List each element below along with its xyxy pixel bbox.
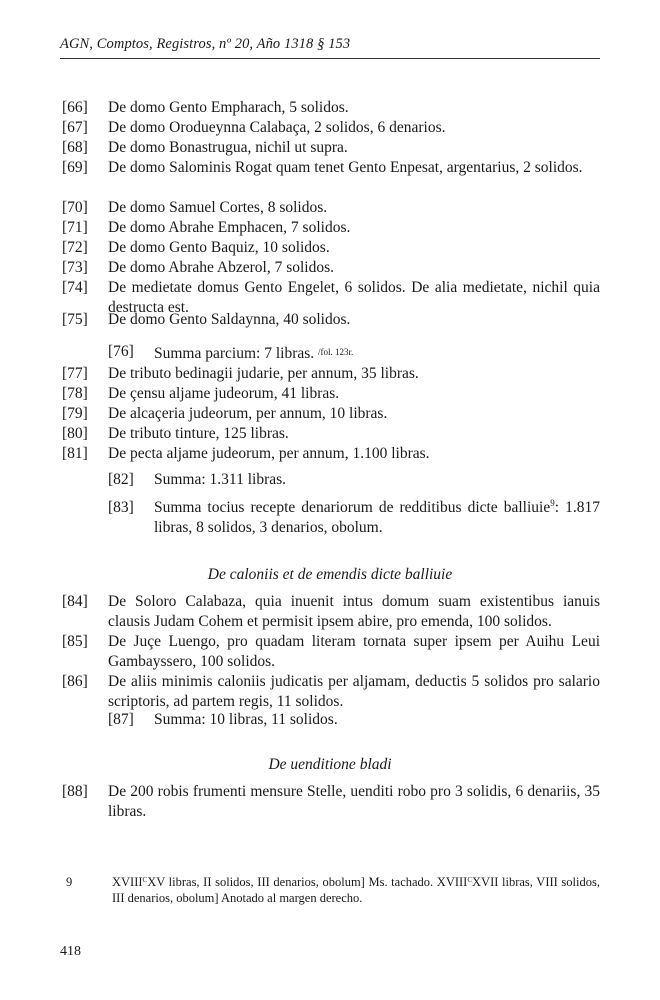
entry-number: [83]: [108, 499, 134, 516]
entry-text: De domo Gento Empharach, 5 solidos.: [108, 99, 349, 116]
header-rule: [60, 58, 600, 59]
entry-text: [154, 342, 600, 364]
running-header: AGN, Comptos, Registros, nº 20, Año 1318 § 153: [60, 36, 351, 52]
entry-number: [85]: [62, 633, 88, 650]
entry-text: De domo Salominis Rogat quam tenet Gento Enpesat, argentarius, 2 solidos.: [108, 159, 583, 176]
section-heading-uenditione: De uenditione bladi: [268, 756, 392, 773]
entry-number: [74]: [62, 279, 88, 296]
entry-71: [62, 218, 600, 238]
entry-text: Summa: 10 libras, 11 solidos.: [154, 711, 338, 728]
footnote-mark: 9: [66, 875, 73, 889]
footnote-9: [60, 874, 600, 906]
summa-text: Summa parcium: 7 libras.: [154, 345, 315, 362]
entry-text: De Soloro Calabaza, quia inuenit intus domum suam existentibus ianuis clausis Judam Cohem et permisit ipsem abire, pro emenda, 100 solidos.: [108, 593, 600, 630]
entry-text: De çensu aljame judeorum, 41 libras.: [108, 385, 340, 402]
entry-69: [62, 158, 600, 198]
entry-87: [108, 710, 600, 730]
entry-text: De domo Bonastrugua, nichil ut supra.: [108, 139, 348, 156]
entry-79: [62, 404, 600, 424]
entry-number: [71]: [62, 219, 88, 236]
entry-text: De aliis minimis caloniis judicatis per aljamam, deductis 5 solidos pro salario scriptoris, ad partem regis, 11 solidos.: [108, 673, 600, 710]
footnote-text-part2: XV libras, II solidos, III denarios, obolum] Ms. tachado. XVIII: [147, 875, 468, 889]
entry-66: [62, 98, 600, 118]
footnote-superscript-c1: C: [142, 876, 148, 884]
entry-number: [72]: [62, 239, 88, 256]
summa-total-amount: : 1.817 libras, 8 solidos, 3 denarios, obolum.: [154, 499, 600, 536]
entry-text: De domo Orodueynna Calabaça, 2 solidos, 6 denarios.: [108, 119, 446, 136]
entry-86: [62, 672, 600, 712]
entry-text: De tributo tinture, 125 libras.: [108, 425, 289, 442]
entry-83: [108, 498, 600, 538]
entry-82: [108, 470, 600, 490]
entry-number: [69]: [62, 159, 88, 176]
summa-total-text: Summa tocius recepte denariorum de redditibus dicte balliuie: [154, 499, 551, 516]
entry-84: [62, 592, 600, 632]
entry-number: [79]: [62, 405, 88, 422]
entry-67: [62, 118, 600, 138]
entry-text: De pecta aljame judeorum, per annum, 1.100 libras.: [108, 445, 430, 462]
entry-81: [62, 444, 600, 464]
entry-80: [62, 424, 600, 444]
entry-text: De domo Gento Saldaynna, 40 solidos.: [108, 311, 351, 328]
entry-text: De domo Samuel Cortes, 8 solidos.: [108, 199, 328, 216]
entry-number: [80]: [62, 425, 88, 442]
footnote-reference: 9: [550, 498, 555, 508]
entry-text: De alcaçeria judeorum, per annum, 10 libras.: [108, 405, 388, 422]
page-number: 418: [60, 944, 81, 959]
footnote-text-part3: XVII libras, VIII solidos, III denarios, obolum] Anotado al margen derecho.: [112, 875, 600, 905]
section-heading-caloniis: De caloniis et de emendis dicte balliuie: [207, 566, 453, 583]
entry-77: [62, 364, 600, 384]
entry-text: De tributo bedinagii judarie, per annum, 35 libras.: [108, 365, 419, 382]
entry-number: [70]: [62, 199, 88, 216]
entry-text: Summa: 1.311 libras.: [154, 471, 287, 488]
entry-70: [62, 198, 600, 218]
entry-number: [78]: [62, 385, 88, 402]
entry-78: [62, 384, 600, 404]
folio-marker: /fol. 123r.: [318, 347, 354, 357]
entry-number: [67]: [62, 119, 88, 136]
entry-text: De domo Gento Baquiz, 10 solidos.: [108, 239, 330, 256]
entry-text: De Juçe Luengo, pro quadam literam tornata super ipsem per Auihu Leui Gambayssero, 100 solidos.: [108, 633, 600, 670]
entry-number: [68]: [62, 139, 88, 156]
entry-text: De 200 robis frumenti mensure Stelle, uenditi robo pro 3 solidis, 6 denariis, 35 libras.: [108, 783, 600, 820]
entry-85: [62, 632, 600, 672]
entry-number: [82]: [108, 471, 134, 488]
entry-number: [88]: [62, 783, 88, 800]
entry-72: [62, 238, 600, 258]
footnote-text: [112, 874, 600, 906]
entry-number: [73]: [62, 259, 88, 276]
entry-88: [62, 782, 600, 822]
entry-number: [86]: [62, 673, 88, 690]
entry-number: [87]: [108, 711, 134, 728]
entry-text: De domo Abrahe Abzerol, 7 solidos.: [108, 259, 335, 276]
entry-number: [77]: [62, 365, 88, 382]
entry-text: De medietate domus Gento Engelet, 6 solidos. De alia medietate, nichil quia destructa est.: [108, 279, 600, 316]
entry-text: [154, 498, 600, 538]
entry-75: [62, 310, 600, 330]
entry-number: [66]: [62, 99, 88, 116]
entry-73: [62, 258, 600, 278]
entry-number: [81]: [62, 445, 88, 462]
entry-number: [75]: [62, 311, 88, 328]
entry-76: [108, 342, 600, 362]
entry-text: De domo Abrahe Emphacen, 7 solidos.: [108, 219, 351, 236]
entry-number: [76]: [108, 343, 134, 360]
entry-number: [84]: [62, 593, 88, 610]
entry-68: [62, 138, 600, 158]
footnote-text-part1: XVIII: [112, 875, 143, 889]
footnote-superscript-c2: C: [467, 876, 473, 884]
